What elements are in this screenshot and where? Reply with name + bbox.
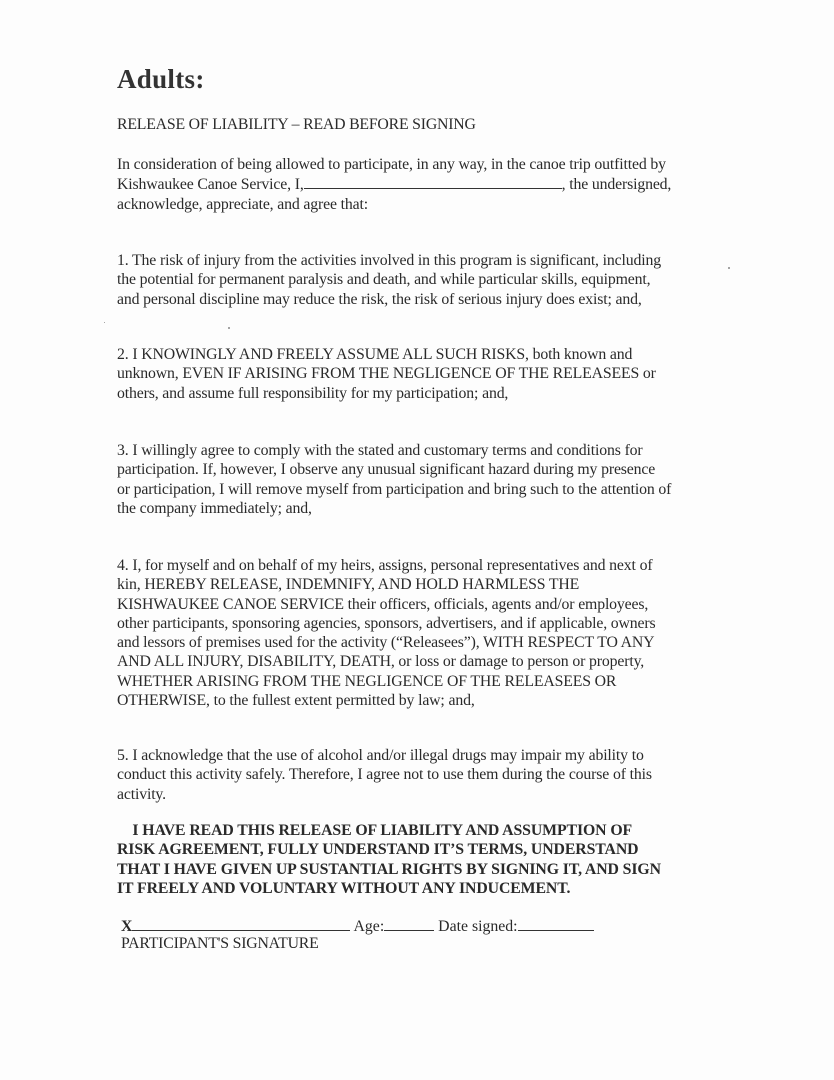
date-signed-label: Date signed: xyxy=(438,918,518,935)
clause-line: other participants, sponsoring agencies, sponsors, advertisers, and if applicable, owners xyxy=(117,614,656,632)
intro-line-end: , the undersigned, xyxy=(561,176,672,194)
clause-line: the potential for permanent paralysis and death, and while particular skills, equipment, xyxy=(117,271,651,289)
clause-line: and lessors of premises used for the activity (“Releasees”), WITH RESPECT TO ANY xyxy=(117,634,655,652)
participant-signature-label: PARTICIPANT'S SIGNATURE xyxy=(121,935,319,952)
intro-line: In consideration of being allowed to participate, in any way, in the canoe trip outfitted by xyxy=(117,156,666,173)
clause-line: 4. I, for myself and on behalf of my heirs, assigns, personal representatives and next of xyxy=(117,557,653,574)
scan-speck xyxy=(228,327,230,329)
scan-speck xyxy=(104,322,105,323)
acknowledgement-statement xyxy=(117,821,737,898)
clause-1 xyxy=(117,251,727,309)
clause-line: the company immediately; and, xyxy=(117,499,312,517)
date-signed-field[interactable] xyxy=(518,916,594,931)
participant-name-field[interactable] xyxy=(304,174,562,189)
clause-2 xyxy=(117,345,727,403)
clause-line: kin, HEREBY RELEASE, INDEMNIFY, AND HOLD HARMLESS THE xyxy=(117,576,580,594)
signature-x-mark: X xyxy=(121,918,133,935)
release-title: RELEASE OF LIABILITY – READ BEFORE SIGNING xyxy=(117,116,476,133)
clause-line: AND ALL INJURY, DISABILITY, DEATH, or loss or damage to person or property, xyxy=(117,653,645,671)
page-heading: Adults: xyxy=(117,64,205,94)
clause-line: or participation, I will remove myself from participation and bring such to the attention of xyxy=(117,480,672,498)
clause-line: WHETHER ARISING FROM THE NEGLIGENCE OF THE RELEASEES OR xyxy=(117,672,617,690)
clause-line: KISHWAUKEE CANOE SERVICE their officers, officials, agents and/or employees, xyxy=(117,595,649,613)
intro-paragraph xyxy=(117,155,727,214)
intro-line-start: Kishwaukee Canoe Service, I, xyxy=(117,176,304,194)
clause-line: activity. xyxy=(117,785,166,803)
clause-line: 5. I acknowledge that the use of alcohol and/or illegal drugs may impair my ability to xyxy=(117,747,644,764)
clause-line: participation. If, however, I observe any unusual significant hazard during my presence xyxy=(117,461,656,479)
acknowledgement-line: IT FREELY AND VOLUNTARY WITHOUT ANY INDUCEMENT. xyxy=(117,879,571,897)
acknowledgement-line: RISK AGREEMENT, FULLY UNDERSTAND IT’S TERMS, UNDERSTAND xyxy=(117,841,639,859)
scan-speck xyxy=(728,267,730,269)
clause-line: others, and assume full responsibility for my participation; and, xyxy=(117,384,509,402)
signature-field[interactable] xyxy=(132,916,350,931)
clause-5 xyxy=(117,746,727,804)
clause-line: 2. I KNOWINGLY AND FREELY ASSUME ALL SUCH RISKS, both known and xyxy=(117,346,633,363)
clause-line: 3. I willingly agree to comply with the stated and customary terms and conditions for xyxy=(117,442,643,459)
acknowledgement-line: I HAVE READ THIS RELEASE OF LIABILITY AND ASSUMPTION OF xyxy=(117,822,633,839)
clause-line: unknown, EVEN IF ARISING FROM THE NEGLIGENCE OF THE RELEASEES or xyxy=(117,365,656,383)
acknowledgement-line: THAT I HAVE GIVEN UP SUSTANTIAL RIGHTS BY SIGNING IT, AND SIGN xyxy=(117,860,661,878)
clause-line: conduct this activity safely. Therefore, I agree not to use them during the course of this xyxy=(117,766,652,784)
clause-4 xyxy=(117,556,727,710)
clause-3 xyxy=(117,441,727,518)
age-label: Age: xyxy=(353,918,385,935)
signature-row xyxy=(121,916,594,936)
intro-line-with-name-field xyxy=(117,174,727,194)
age-field[interactable] xyxy=(384,916,434,931)
clause-line: and personal discipline may reduce the risk, the risk of serious injury does exist; and, xyxy=(117,290,642,308)
clause-line: OTHERWISE, to the fullest extent permitted by law; and, xyxy=(117,692,475,710)
intro-line: acknowledge, appreciate, and agree that: xyxy=(117,195,369,213)
clause-line: 1. The risk of injury from the activities involved in this program is significant, including xyxy=(117,252,661,269)
